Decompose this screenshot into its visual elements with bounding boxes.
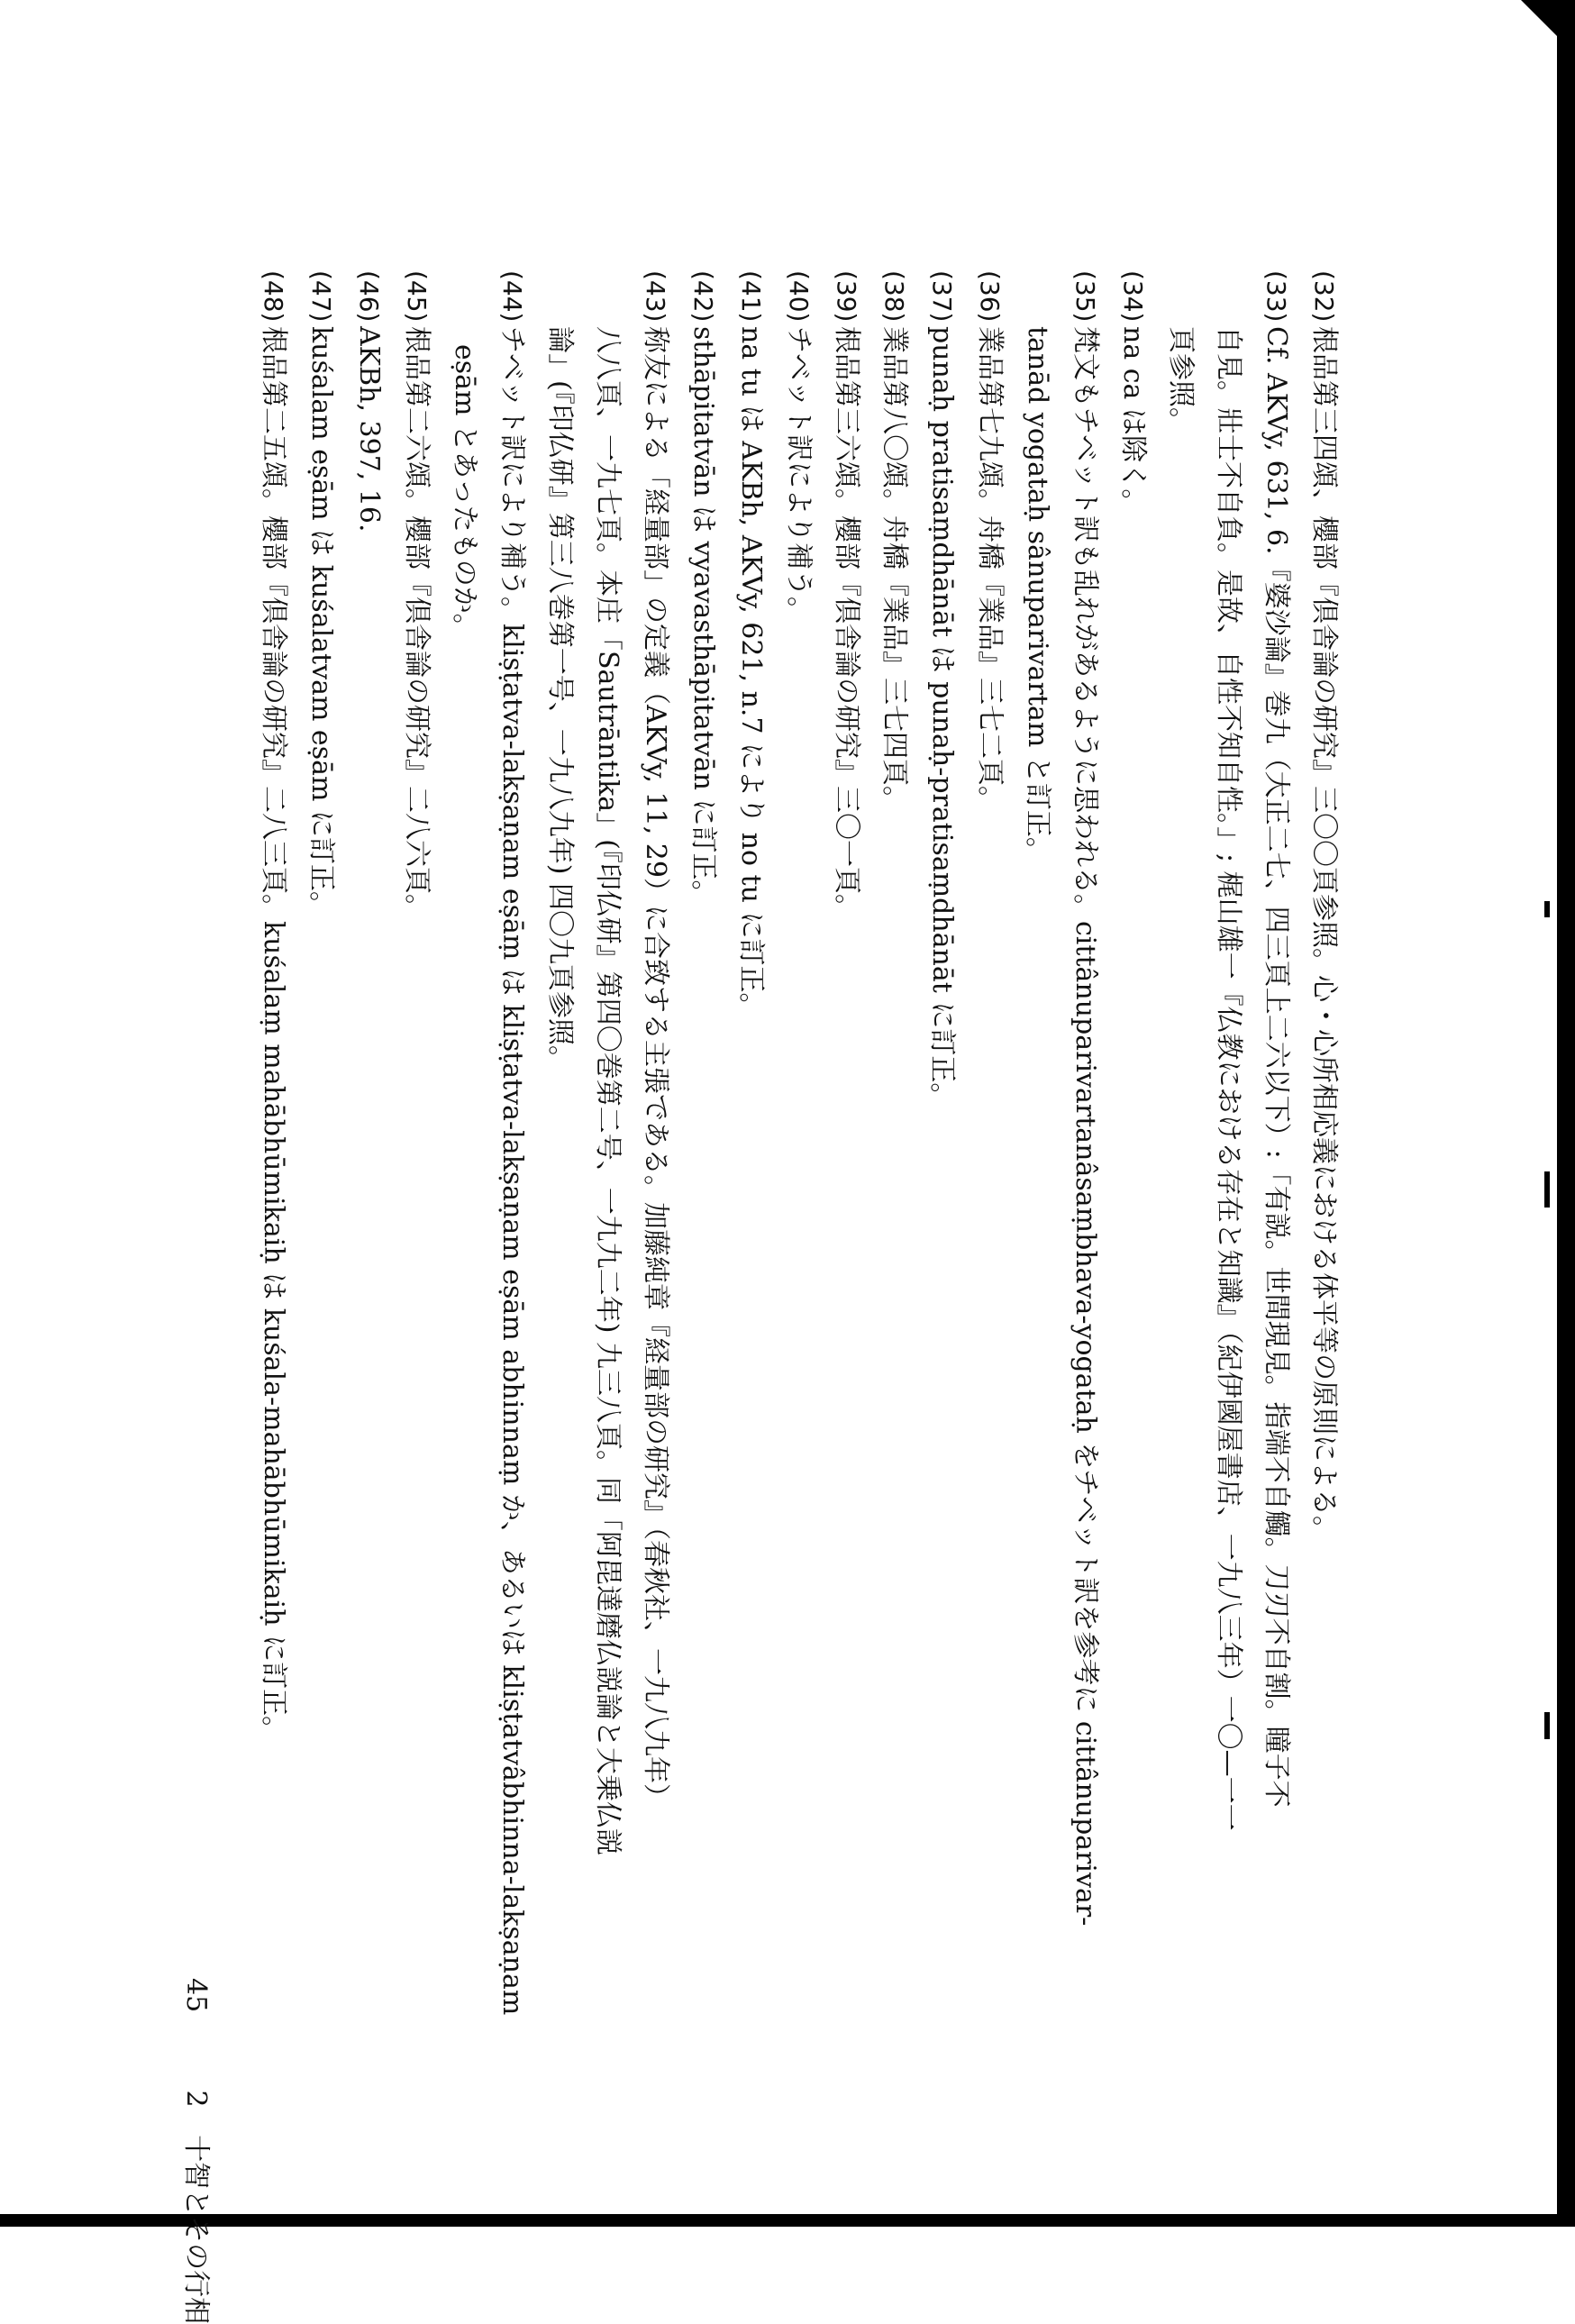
- note-text: na tu は AKBh, AKVy, 621, n.7 により no tu に訂正。: [735, 326, 767, 1020]
- note-text: eṣām とあったものか。: [449, 344, 480, 641]
- note-line: [1061, 270, 1109, 2037]
- note-text: Cf. AKVy, 631, 6.『婆沙論』巻九（大正二七、四三頁上二六以下）:「有説。世間現見。指端不自觸。刀刃不自割。瞳子不: [1261, 326, 1292, 1808]
- note-line: [966, 270, 1014, 2037]
- note-line: [918, 270, 966, 2037]
- note-text: 業品第七九頌。舟橋『業品』三七二頁。: [974, 326, 1006, 813]
- note-line: [297, 270, 345, 2037]
- note-line: [1300, 270, 1348, 2037]
- note-text: 根品第三六頌。櫻部『倶舎論の研究』三〇一頁。: [831, 326, 862, 921]
- note-text: チベット訳により補う。kliṣṭatva-lakṣaṇam eṣāṃ は kliṣṭatva-lakṣaṇam eṣām abhinnaṃ か、あるいは kliṣṭatvâbhinna-lakṣaṇam: [496, 326, 528, 2016]
- note-number: (32): [1309, 270, 1339, 323]
- note-line: [393, 270, 441, 2037]
- note-text: sthāpitatvān は vyavasthāpitatvān に訂正。: [687, 326, 719, 907]
- note-text: kuśalam eṣām は kuśalatvam eṣām に訂正。: [305, 326, 337, 918]
- note-number: (42): [688, 270, 718, 323]
- note-number: (39): [832, 270, 861, 323]
- note-number: (45): [402, 270, 432, 323]
- note-text: 根品第二五頌。櫻部『倶舎論の研究』二八三頁。kuśalaṃ mahābhūmikaiḥ は kuśala-mahābhūmikaiḥ に訂正。: [258, 326, 289, 1744]
- note-number: (35): [1070, 270, 1100, 323]
- note-text: 八八頁、一九七頁。本庄「Sautrāntika」(『印仏研』第四〇巻第二号、一九九二年) 九三八頁。同「阿毘達磨仏説論と大乗仏説: [592, 326, 624, 1856]
- page-number: 45: [180, 1978, 212, 2013]
- note-line: [250, 270, 297, 2037]
- note-number: (48): [259, 270, 288, 323]
- note-number: (46): [354, 270, 384, 323]
- note-text: 根品第二六頌。櫻部『倶舎論の研究』二八六頁。: [401, 326, 432, 921]
- note-text: punaḥ pratisaṃdhānāt は punaḥ-pratisaṃdhānāt に訂正。: [926, 326, 958, 1110]
- note-line: [632, 270, 679, 2037]
- note-line: [679, 270, 727, 2037]
- note-number: (36): [975, 270, 1005, 323]
- note-line: [345, 270, 393, 2037]
- note-text: tanād yogataḥ sânuparivartam と訂正。: [1022, 326, 1053, 864]
- note-text: na ca は除く。: [1117, 326, 1149, 516]
- note-line: [441, 270, 488, 2037]
- note-number: (43): [641, 270, 670, 323]
- chapter-title: 十智とその行相: [180, 2135, 212, 2324]
- note-number: (47): [306, 270, 336, 323]
- note-number: (37): [927, 270, 957, 323]
- note-text: 梵文もチベット訳も乱れがあるように思われる。cittânuparivartanâsaṃbhava-yogataḥ をチベット訳を参考に cittânuparivar-: [1070, 326, 1101, 1927]
- chapter-number: 2: [180, 2090, 212, 2108]
- note-line: [1252, 270, 1300, 2037]
- note-text: 業品第八〇頌。舟橋『業品』三七四頁。: [879, 326, 910, 813]
- note-line: [870, 270, 918, 2037]
- note-line: [775, 270, 823, 2037]
- note-text: 根品第三四頌、櫻部『倶舎論の研究』三〇〇頁参照。心・心所相応義における体平等の原則による。: [1308, 326, 1340, 1543]
- note-line: [727, 270, 775, 2037]
- note-line: [1205, 270, 1252, 2037]
- notes-list: [250, 270, 1348, 2037]
- note-line: [1157, 270, 1205, 2037]
- note-number: (38): [879, 270, 909, 323]
- note-line: [1109, 270, 1157, 2037]
- note-number: (44): [497, 270, 527, 323]
- note-line: [823, 270, 870, 2037]
- note-text: 頁参照。: [1165, 326, 1197, 434]
- note-number: (40): [784, 270, 814, 323]
- note-number: (41): [736, 270, 766, 323]
- note-text: チベット訳により補う。: [783, 326, 815, 624]
- note-text: 論」(『印仏研』第三八巻第一号、一九八九年) 四〇九頁参照。: [544, 326, 576, 1072]
- note-text: 自見。壯士不自負。是故、自性不知自性。」; 梶山雄一『仏教における存在と知識』（紀伊國屋書店、一九八三年）一〇—一一: [1213, 326, 1244, 1831]
- note-line: [536, 270, 584, 2037]
- note-number: (33): [1261, 270, 1291, 323]
- note-line: [1014, 270, 1061, 2037]
- note-number: (34): [1118, 270, 1148, 323]
- note-line: [488, 270, 536, 2037]
- note-text: AKBh, 397, 16.: [353, 326, 385, 533]
- note-line: [584, 270, 632, 2037]
- page-footer: [179, 1978, 219, 2324]
- note-text: 称友による「経量部」の定義（AKVy, 11, 29）に合致する主張である。加藤純章『経量部の研究』（春秋社、一九八九年）: [640, 326, 671, 1810]
